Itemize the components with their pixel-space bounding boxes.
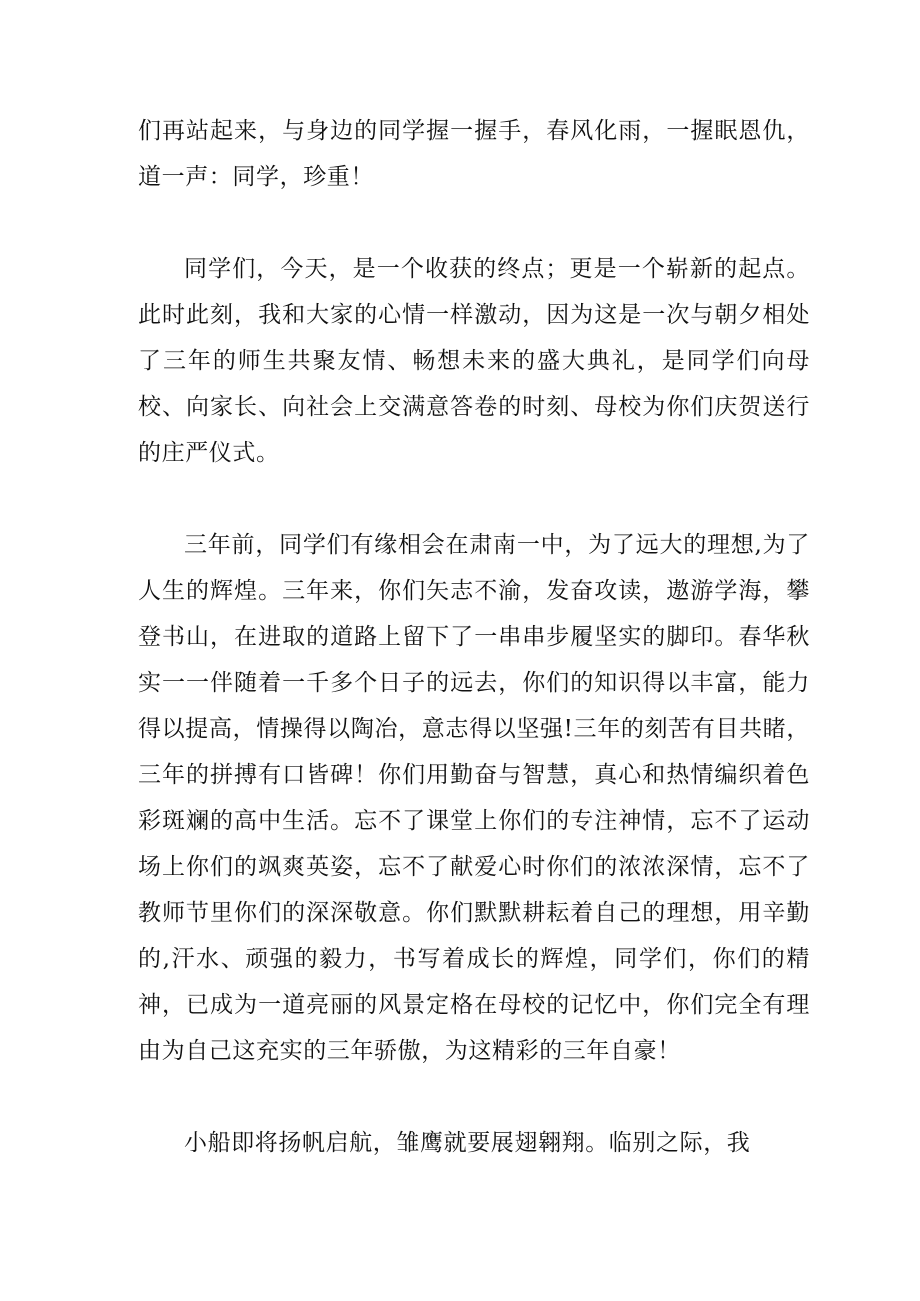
paragraph-4: 小船即将扬帆启航，雏鹰就要展翅翱翔。临别之际，我 xyxy=(184,1130,751,1156)
paragraph-2: 同学们，今天，是一个收获的终点；更是一个崭新的起点。此时此刻，我和大家的心情一样激动，因为这是一次与朝夕相处了三年的师生共聚友情、畅想未来的盛大典礼，是同学们向母校、向家长、向社会上交满意答卷的时刻、母校为你们庆贺送行的庄严仪式。 xyxy=(138,256,810,466)
paragraph-3: 三年前，同学们有缘相会在肃南一中，为了远大的理想,为了人生的辉煌。三年来，你们矢志不渝，发奋攻读，遨游学海，攀登书山，在进取的道路上留下了一串串步履坚实的脚印。春华秋实一一伴随着一千多个日子的远去，你们的知识得以丰富，能力得以提高，情操得以陶冶，意志得以坚强!三年的刻苦有目共睹，三年的拼搏有口皆碑！你们用勤奋与智慧，真心和热情编织着色彩斑斓的高中生活。忘不了课堂上你们的专注神情，忘不了运动场上你们的飒爽英姿，忘不了献爱心时你们的浓浓深情，忘不了教师节里你们的深深敬意。你们默默耕耘着自己的理想，用辛勤的,汗水、顽强的毅力，书写着成长的辉煌，同学们，你们的精神，已成为一道亮丽的风景定格在母校的记忆中，你们完全有理由为自己这充实的三年骄傲，为这精彩的三年自豪！ xyxy=(138,532,810,1064)
paragraph-1: 们再站起来，与身边的同学握一握手，春风化雨，一握眠恩仇，道一声：同学，珍重！ xyxy=(138,118,810,190)
document-body xyxy=(138,108,810,1212)
